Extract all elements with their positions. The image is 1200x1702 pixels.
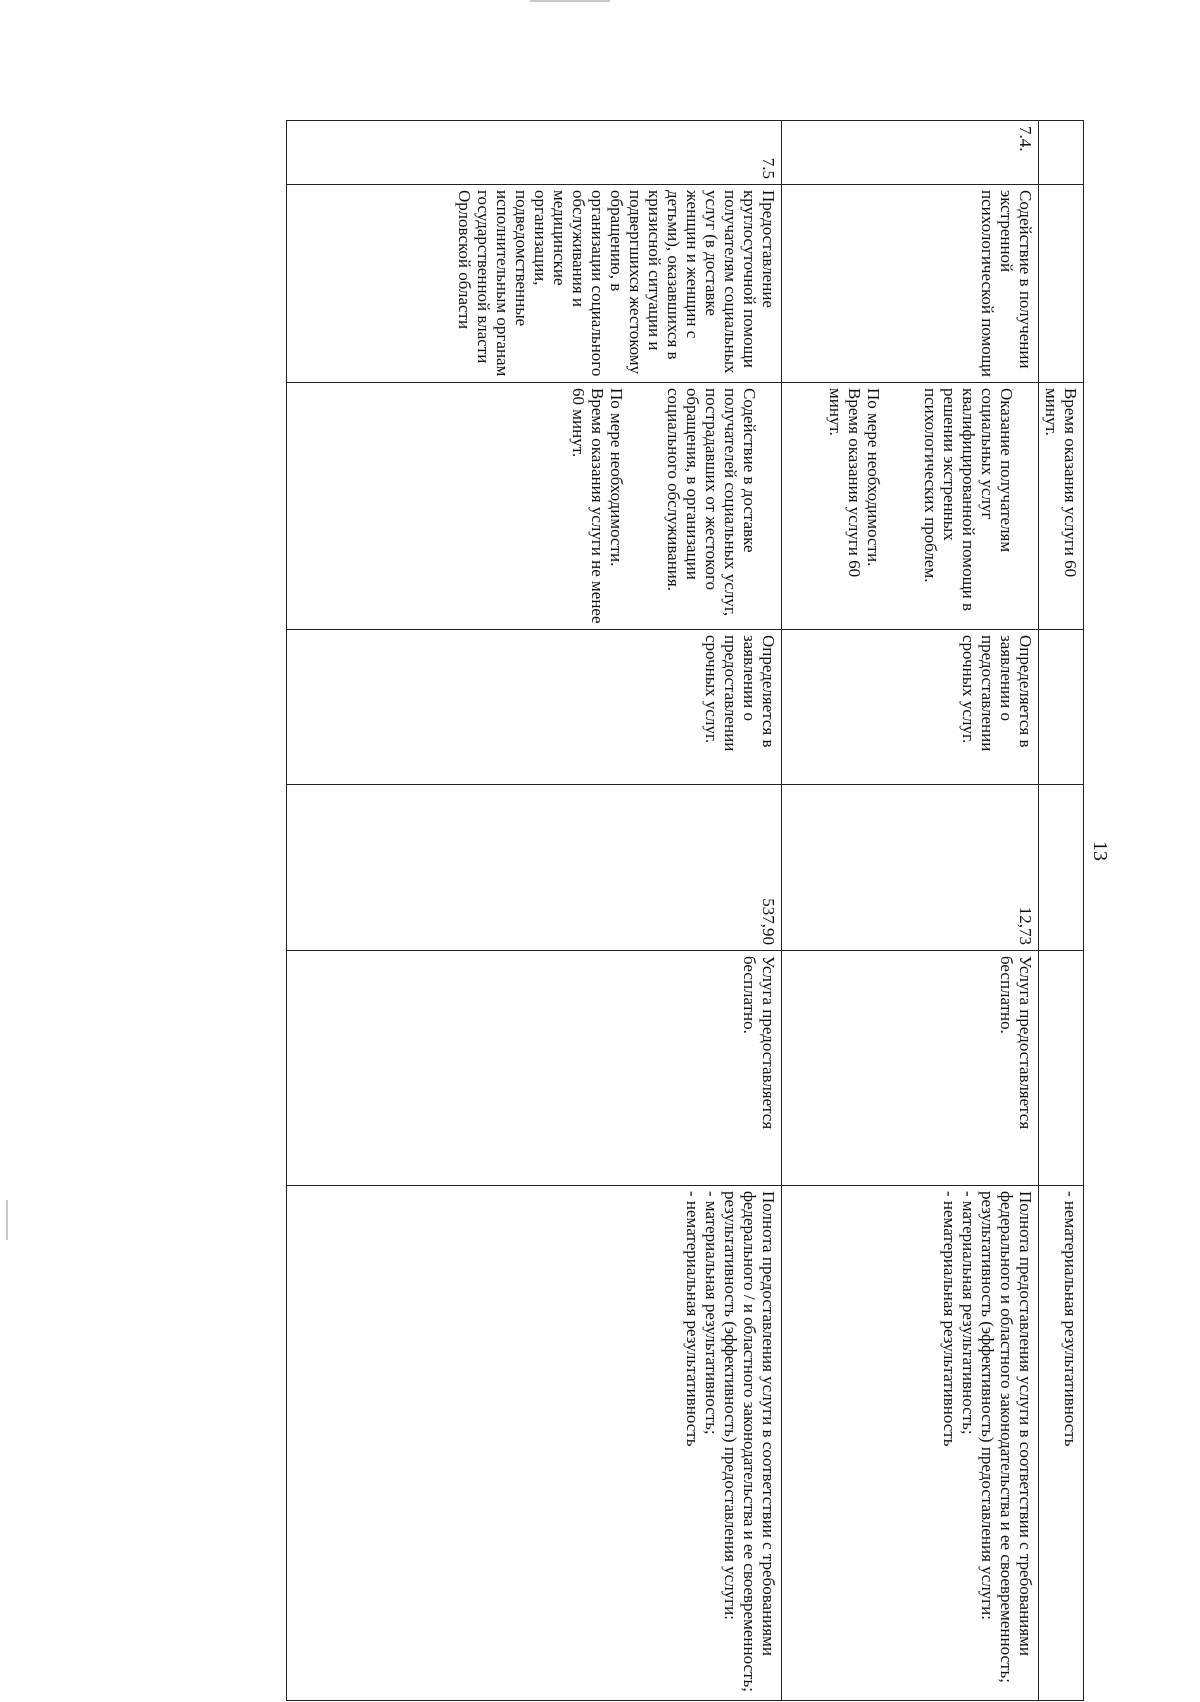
service-volume: Определяется в заявлении о предоставлении срочных услуг. xyxy=(287,630,782,785)
service-quality: Полнота предоставления услуги в соответствии с требованиями федерального и областного законодательства и ее своевременность; результативность (эффективность) предоставления услуги: - материальная результативность; - нематериальная результативность xyxy=(782,1186,1039,1701)
service-name: Содействие в получении экстренной психологической помощи xyxy=(782,185,1039,383)
service-frequency: По мере необходимости. Время оказания услуги 60 минут. xyxy=(826,388,883,578)
service-name: Предоставление круглосуточной помощи получателям социальных услуг (в доставке женщин и женщин с детьми), оказавшихся в кризисной ситуации и подвергшихся жестокому обращению, в организации социального обслуживания и медицинские организации, подведомственные исполнительным органам государственной власти Орловской области xyxy=(287,185,782,383)
table-row-7-5 xyxy=(287,121,782,1701)
service-description: Содействие в доставке получателей социальных услуг, пострадавших от жестокого обращения, в организации социального обслуживания. xyxy=(664,388,759,617)
cell-time-continued: Время оказания услуги 60 минут. xyxy=(1039,383,1084,630)
service-description-cell xyxy=(782,383,1039,630)
service-volume: Определяется в заявлении о предоставлении срочных услуг. xyxy=(782,630,1039,785)
service-price: 537,90 xyxy=(287,785,782,951)
row-number: 7.4. xyxy=(782,121,1039,185)
service-price: 12,73 xyxy=(782,785,1039,951)
scan-edge-mark xyxy=(530,0,610,2)
cell-service xyxy=(1039,185,1084,383)
table-row-7-4 xyxy=(782,121,1039,1701)
cell-volume xyxy=(1039,630,1084,785)
spacer xyxy=(902,388,921,624)
service-frequency: По мере необходимости. Время оказания услуги не менее 60 минут. xyxy=(569,388,626,624)
cell-quality-continued: - нематериальная результативность xyxy=(1039,1186,1084,1701)
cell-price xyxy=(1039,785,1084,951)
cell-payment xyxy=(1039,951,1084,1186)
service-description-cell xyxy=(287,383,782,630)
page-number: 13 xyxy=(1089,841,1111,861)
service-quality: Полнота предоставления услуги в соответствии с требованиями федерального / и областного законодательства и ее своевременность; результативность (эффективность) предоставления услуги: - материальная результативность; - нематериальная результативность xyxy=(287,1186,782,1701)
cell-number xyxy=(1039,121,1084,185)
rotated-table-frame xyxy=(304,120,1084,1700)
scan-edge-mark xyxy=(6,1200,8,1240)
service-payment: Услуга предоставляется бесплатно. xyxy=(782,951,1039,1186)
row-number: 7.5 xyxy=(287,121,782,185)
spacer xyxy=(645,388,664,624)
service-payment: Услуга предоставляется бесплатно. xyxy=(287,951,782,1186)
service-description: Оказание получателям социальных услуг квалифицированной помощи в решении экстренных психологических проблем. xyxy=(921,388,1016,612)
carry-over-row xyxy=(1039,121,1084,1701)
services-table xyxy=(286,120,1084,1701)
